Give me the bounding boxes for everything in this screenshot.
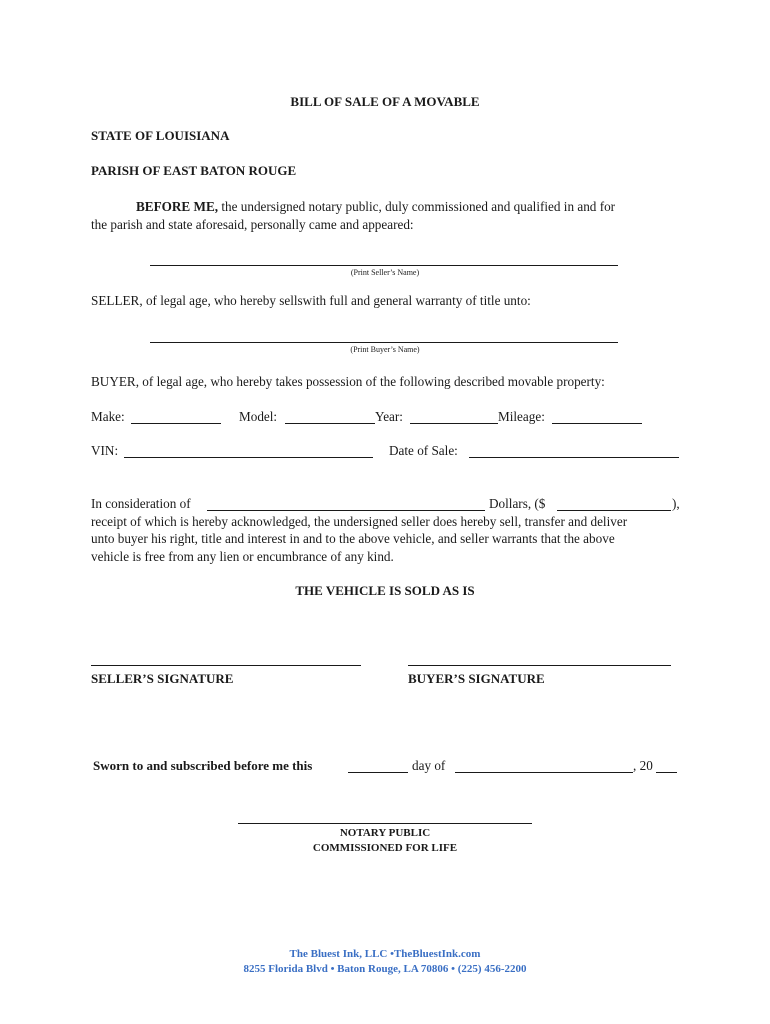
date-of-sale-field[interactable] <box>469 457 679 458</box>
model-label: Model: <box>239 409 278 424</box>
receipt-line-1: receipt of which is hereby acknowledged, the undersigned seller does hereby sell, transfer and deliver <box>91 514 628 529</box>
sworn-year-field[interactable] <box>656 772 677 773</box>
notary-signature-field[interactable] <box>238 823 532 824</box>
state-heading: STATE OF LOUISIANA <box>91 128 230 143</box>
model-field[interactable] <box>285 423 375 424</box>
intro-text: the undersigned notary public, duly commissioned and qualified in and for <box>218 199 616 214</box>
sworn-month-field[interactable] <box>455 772 633 773</box>
sworn-year-label: , 20 <box>633 758 653 773</box>
buyer-name-field[interactable] <box>150 342 618 343</box>
mileage-field[interactable] <box>552 423 642 424</box>
seller-name-field[interactable] <box>150 265 618 266</box>
make-field[interactable] <box>131 423 221 424</box>
seller-clause: SELLER, of legal age, who hereby sellswith full and general warranty of title unto: <box>91 293 531 308</box>
parish-heading: PARISH OF EAST BATON ROUGE <box>91 163 297 178</box>
vin-field[interactable] <box>124 457 373 458</box>
sworn-day-label: day of <box>412 758 446 773</box>
seller-signature-field[interactable] <box>91 665 361 666</box>
buyer-signature-field[interactable] <box>408 665 671 666</box>
make-label: Make: <box>91 409 125 424</box>
vin-label: VIN: <box>91 443 119 458</box>
footer-address: 8255 Florida Blvd • Baton Rouge, LA 70806 • (225) 456-2200 <box>243 963 527 975</box>
receipt-line-2: unto buyer his right, title and interest in and to the above vehicle, and seller warrants that the above <box>91 531 615 546</box>
dollars-label: Dollars, ($ <box>489 496 546 511</box>
year-label: Year: <box>375 409 403 424</box>
footer-company: The Bluest Ink, LLC •TheBluestInk.com <box>289 948 481 960</box>
intro-bold: BEFORE ME, <box>136 199 219 214</box>
consideration-words-field[interactable] <box>207 510 485 511</box>
intro-paragraph-line1 <box>136 199 615 215</box>
buyer-name-caption: (Print Buyer’s Name) <box>350 345 420 354</box>
sworn-text: Sworn to and subscribed before me this <box>93 758 313 773</box>
receipt-line-3: vehicle is free from any lien or encumbrance of any kind. <box>91 549 394 564</box>
year-field[interactable] <box>410 423 498 424</box>
mileage-label: Mileage: <box>498 409 545 424</box>
consideration-label: In consideration of <box>91 496 191 511</box>
dollars-amount-field[interactable] <box>557 510 671 511</box>
buyer-clause: BUYER, of legal age, who hereby takes possession of the following described movable property: <box>91 374 605 389</box>
notary-label: NOTARY PUBLIC <box>339 827 431 839</box>
document-title: BILL OF SALE OF A MOVABLE <box>290 94 480 109</box>
sworn-day-field[interactable] <box>348 772 408 773</box>
buyer-signature-label: BUYER’S SIGNATURE <box>408 671 545 686</box>
intro-paragraph-line2: the parish and state aforesaid, personally came and appeared: <box>91 217 414 232</box>
seller-name-caption: (Print Seller’s Name) <box>350 268 420 277</box>
seller-signature-label: SELLER’S SIGNATURE <box>91 671 234 686</box>
sold-as-is-heading: THE VEHICLE IS SOLD AS IS <box>295 583 475 598</box>
date-of-sale-label: Date of Sale: <box>389 443 458 458</box>
notary-commission-label: COMMISSIONED FOR LIFE <box>312 842 458 854</box>
dollars-close: ), <box>672 496 680 511</box>
